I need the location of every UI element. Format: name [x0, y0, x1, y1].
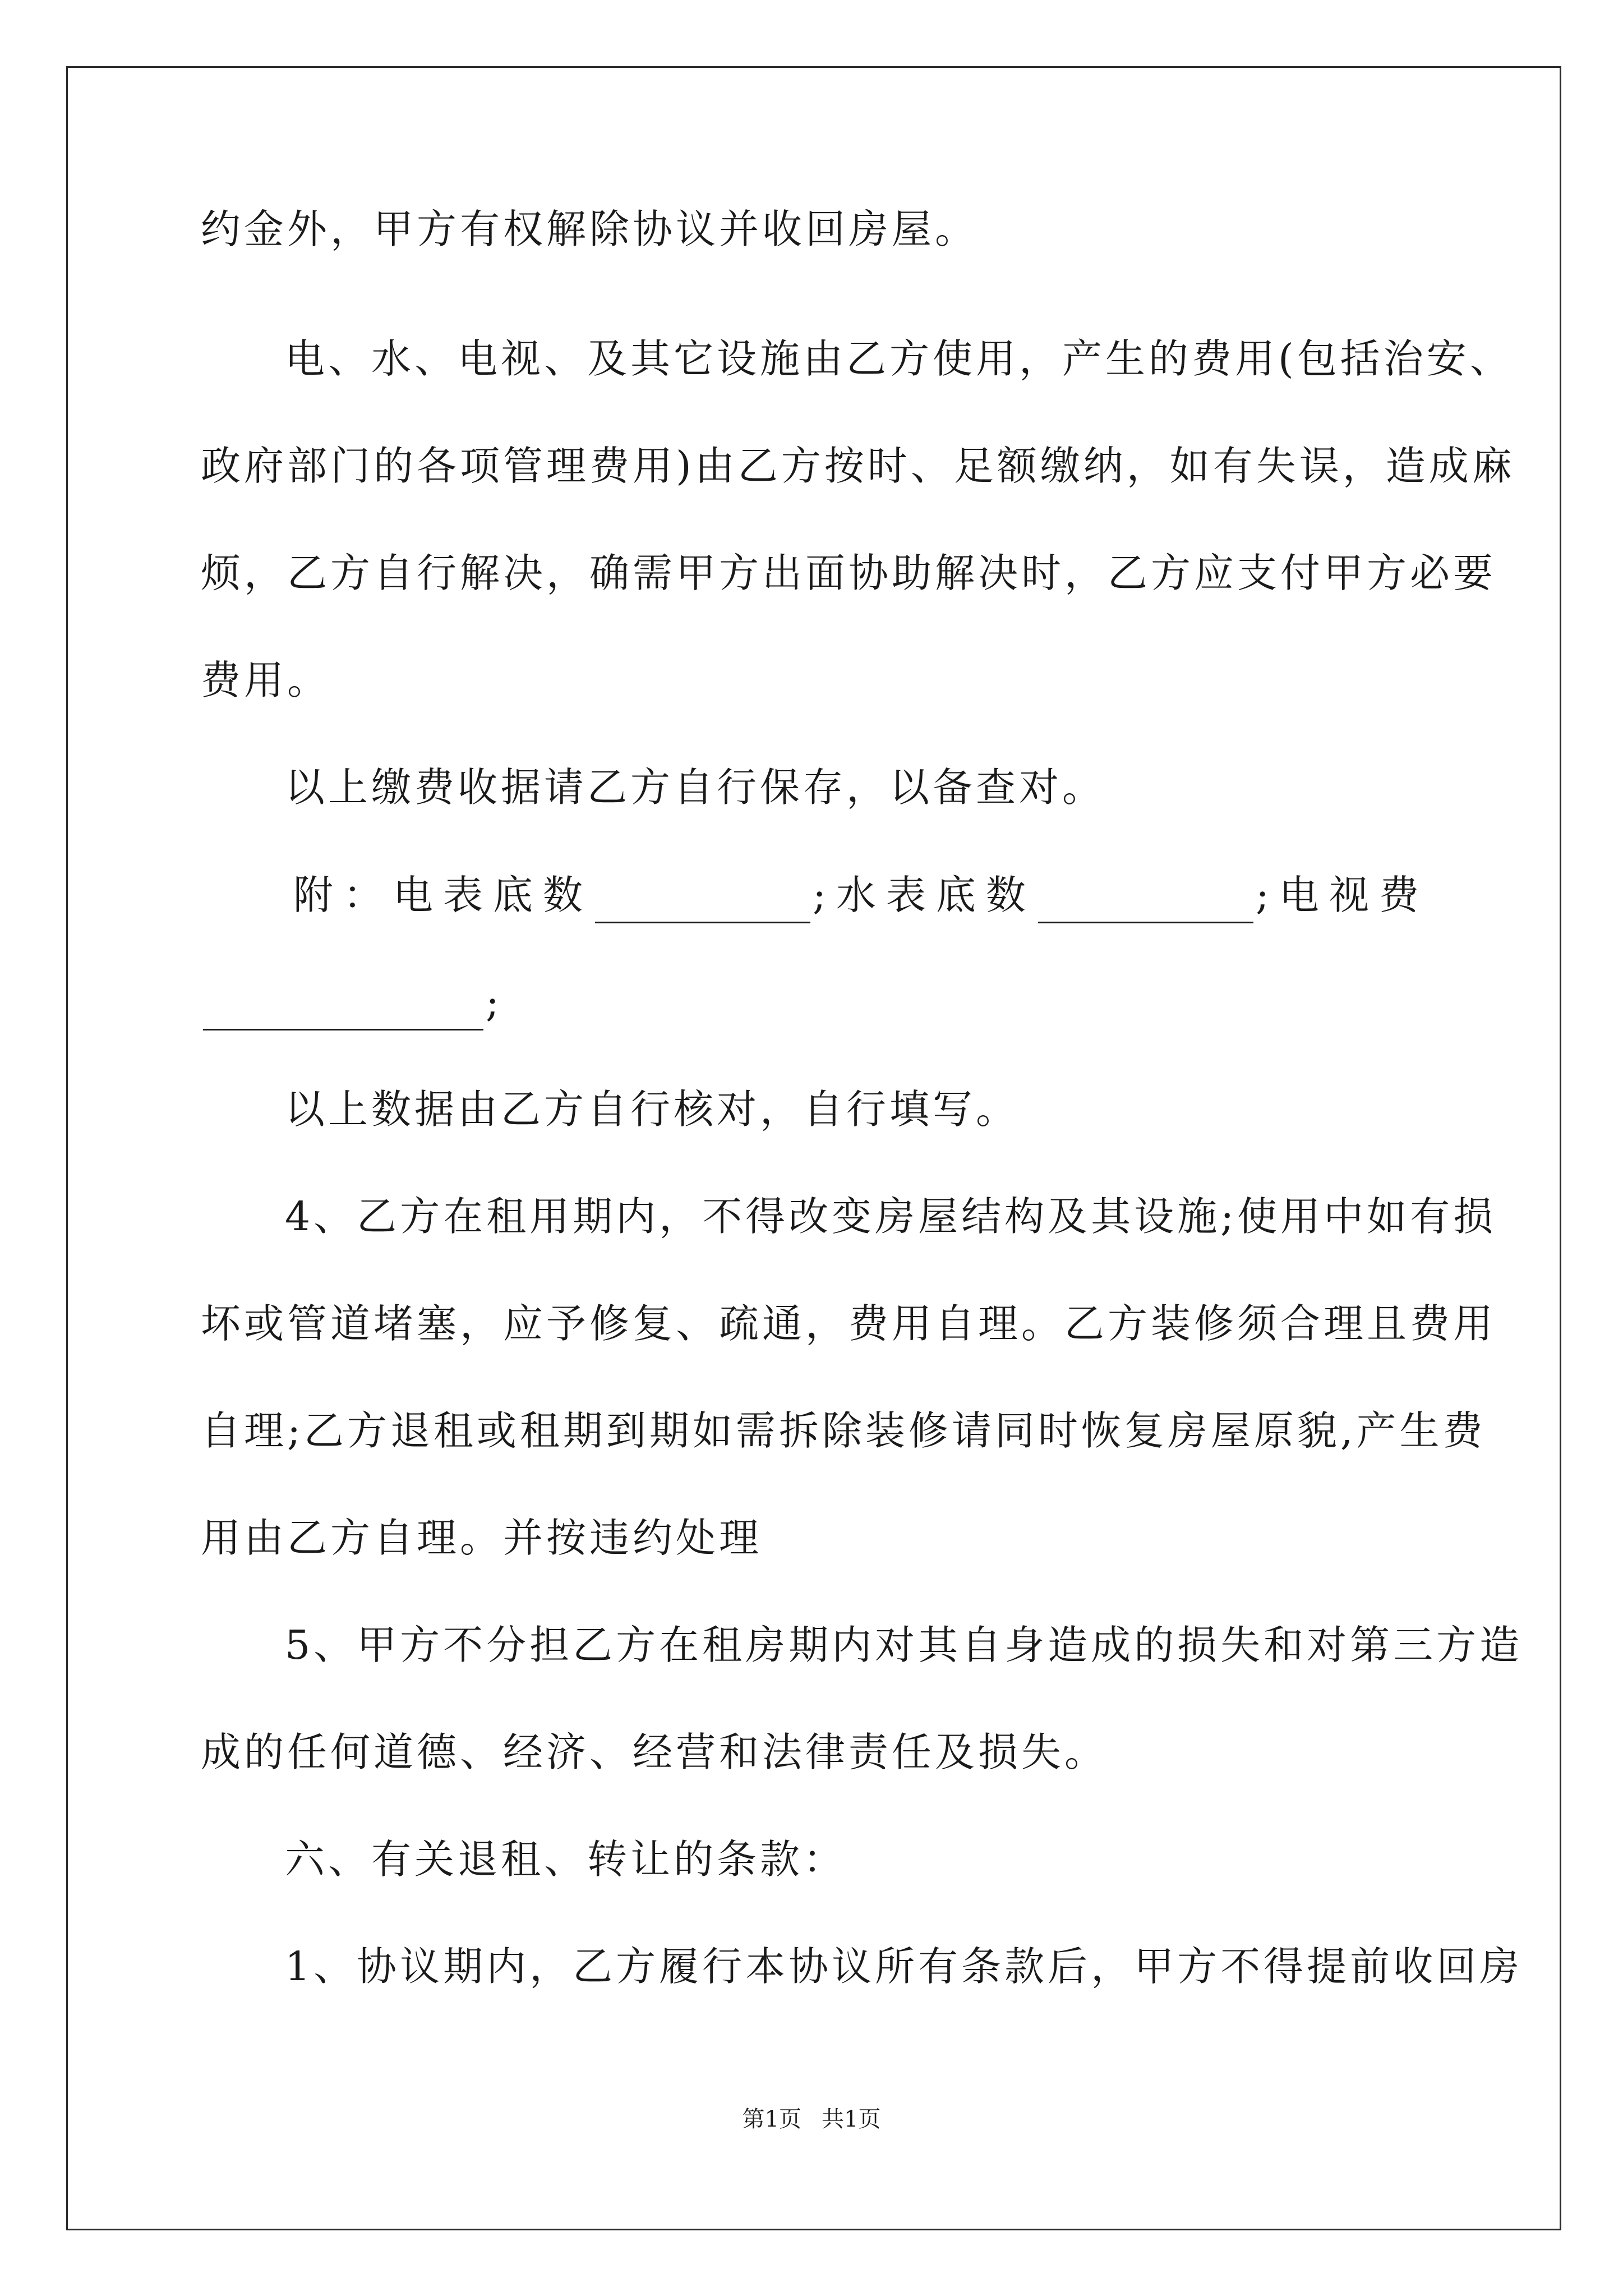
page-border — [66, 66, 1561, 2230]
water-meter-label: ;水表底数 — [813, 872, 1036, 918]
page-total: 共1页 — [822, 2106, 881, 2132]
paragraph-line: 坏或管道堵塞，应予修复、疏通，费用自理。乙方装修须合理且费用 — [201, 1300, 1497, 1347]
attachment-line — [293, 867, 1429, 923]
paragraph-line: 费用。 — [201, 657, 331, 703]
paragraph-line: 政府部门的各项管理费用)由乙方按时、足额缴纳，如有失误，造成麻 — [201, 443, 1515, 489]
attachment-prefix: 附：电表底数 — [293, 872, 593, 918]
paragraph-line: 1、协议期内，乙方履行本协议所有条款后，甲方不得提前收回房 — [285, 1943, 1523, 1990]
water-meter-blank[interactable] — [1038, 881, 1253, 923]
paragraph-line: 烦，乙方自行解决，确需甲方出面协助解决时，乙方应支付甲方必要 — [201, 550, 1497, 596]
electric-meter-blank[interactable] — [595, 881, 810, 923]
attachment-end: ; — [486, 979, 509, 1025]
page-number: 第1页 — [742, 2106, 801, 2132]
paragraph-line: 六、有关退租、转让的条款： — [285, 1836, 847, 1883]
paragraph-line: 以上缴费收据请乙方自行保存，以备查对。 — [285, 764, 1106, 811]
paragraph-line: 用由乙方自理。并按违约处理 — [201, 1515, 763, 1561]
paragraph-line: 电、水、电视、及其它设施由乙方使用，产生的费用(包括治安、 — [285, 335, 1513, 382]
attachment-line-continued — [201, 974, 509, 1030]
paragraph-line: 4、乙方在租用期内，不得改变房屋结构及其设施;使用中如有损 — [285, 1193, 1497, 1240]
tv-fee-label: ;电视费 — [1255, 872, 1429, 918]
paragraph-line: 成的任何道德、经济、经营和法律责任及损失。 — [201, 1729, 1108, 1775]
page-footer — [0, 2102, 1623, 2136]
paragraph-line: 5、甲方不分担乙方在租房期内对其自身造成的损失和对第三方造 — [285, 1622, 1523, 1668]
tv-fee-blank[interactable] — [203, 988, 483, 1030]
paragraph-line: 约金外，甲方有权解除协议并收回房屋。 — [201, 206, 979, 252]
paragraph-line: 自理;乙方退租或租期到期如需拆除装修请同时恢复房屋原貌,产生费 — [201, 1407, 1486, 1454]
paragraph-line: 以上数据由乙方自行核对，自行填写。 — [285, 1086, 1020, 1133]
